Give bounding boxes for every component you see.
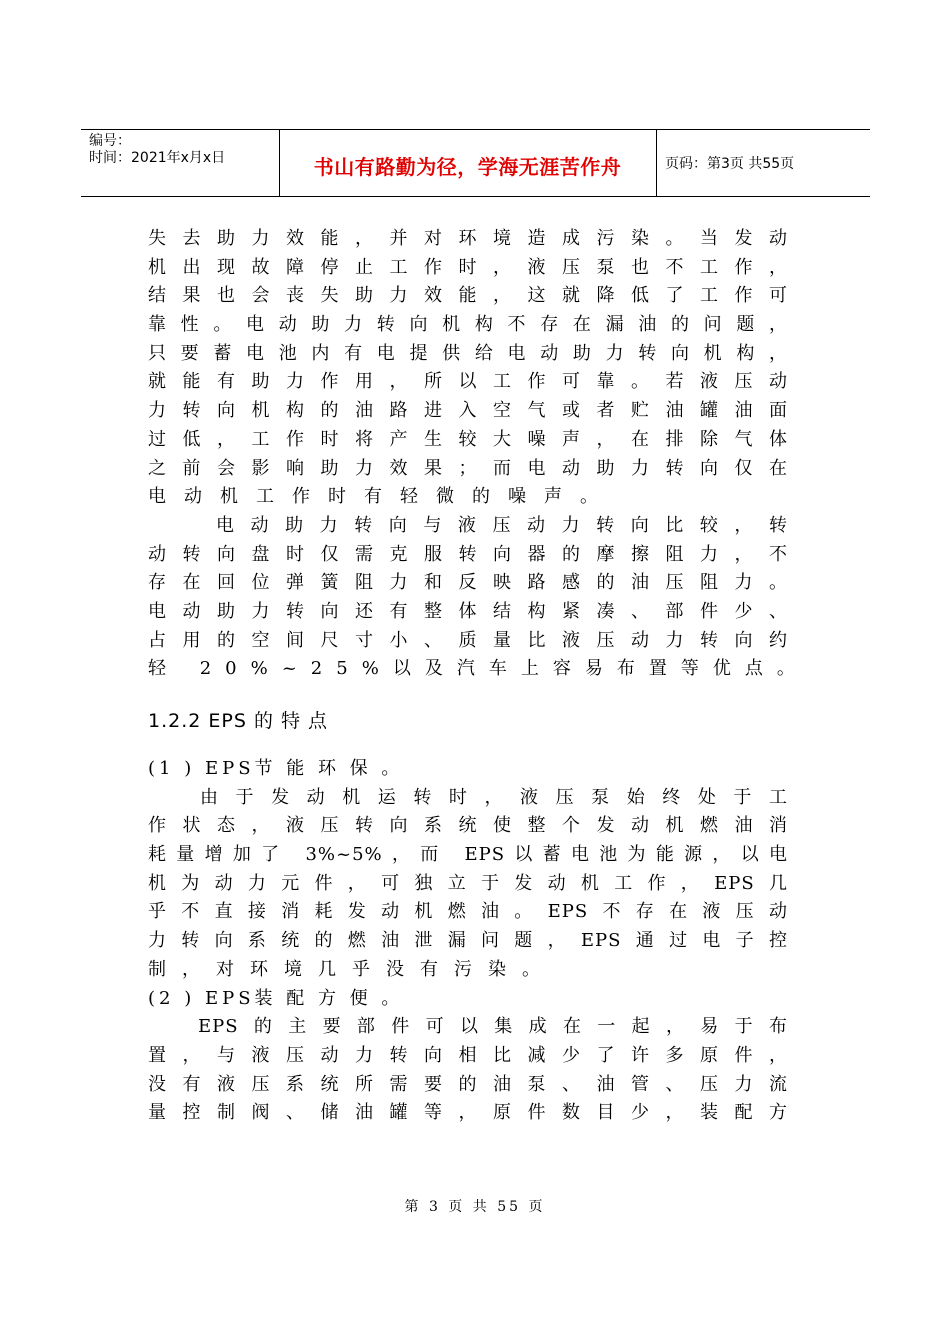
text-line: 由于发动机运转时，液压泵始终处于工	[200, 786, 788, 808]
text-line: 耗量增加了 3%~5%，而 EPS以蓄电池为能源，以电	[148, 844, 788, 866]
text-line: 失去助力效能，并对环境造成污染。当发动	[148, 228, 788, 249]
text-line: 电动助力转向还有整体结构紧凑、部件少、	[148, 600, 788, 622]
header-meta	[89, 133, 225, 167]
text-line: 过低，工作时将产生较大噪声，在排除气体	[148, 428, 788, 450]
text-line: 动转向盘时仅需克服转向器的摩擦阻力，不	[148, 543, 788, 565]
text-line: 机为动力元件，可独立于发动机工作，EPS几	[148, 872, 788, 894]
text-line: 机出现故障停止工作时，液压泵也不工作，	[148, 256, 788, 278]
header-motto: 书山有路勤为径，学海无涯苦作舟	[313, 155, 622, 179]
text-line: 就能有助力作用，所以工作可靠。若液压动	[148, 371, 788, 393]
text-line: 之前会影响助力效果；而电动助力转向仅在	[148, 457, 788, 479]
section-heading: 1.2.2 EPS 的 特 点	[148, 710, 329, 732]
text-line: 制，对环境几乎没有污染。	[148, 958, 556, 980]
text-line: 作状态，液压转向系统使整个发动机燃油消	[148, 815, 788, 837]
text-line: 置，与液压动力转向相比减少了许多原件，	[148, 1044, 788, 1066]
text-line: 电动机工作时有轻微的噪声。	[148, 486, 616, 508]
text-line: 乎不直接消耗发动机燃油。EPS不存在液压动	[148, 901, 788, 923]
text-line: 电动助力转向与液压动力转向比较，转	[216, 514, 788, 536]
header-top-rule	[81, 129, 870, 130]
item-2-title: (2 ) EPS装 配 方 便 。	[148, 987, 404, 1009]
header-bottom-rule	[81, 196, 870, 197]
text-line: 力转向机构的油路进入空气或者贮油罐油面	[148, 400, 788, 422]
document-number-label: 编号：	[89, 133, 131, 149]
text-line: 存在回位弹簧阻力和反映路感的油压阻力。	[148, 572, 788, 594]
page-footer: 第 3 页 共 55 页	[404, 1199, 546, 1215]
text-line: 轻 20%~25%以及汽车上容易布置等优点。	[148, 658, 809, 680]
text-line: EPS的主要部件可以集成在一起，易于布	[198, 1016, 788, 1038]
item-1-title: (1 ) EPS节 能 环 保 。	[148, 758, 404, 779]
header-divider	[656, 129, 657, 197]
text-line: 没有液压系统所需要的油泵、油管、压力流	[148, 1073, 788, 1095]
text-line: 结果也会丧失助力效能，这就降低了工作可	[148, 285, 788, 307]
paragraph-1	[148, 225, 809, 684]
text-line: 只要蓄电池内有电提供给电动助力转向机构，	[148, 342, 788, 364]
text-line: 占用的空间尺寸小、质量比液压动力转向约	[148, 629, 788, 651]
header-page-info: 页码：第3页 共55页	[665, 156, 795, 172]
page-header	[81, 129, 870, 197]
document-date: 时间：2021年x月x日	[89, 150, 226, 166]
section-body	[148, 755, 788, 1128]
text-line: 力转向系统的燃油泄漏问题，EPS通过电子控	[148, 930, 788, 952]
text-line: 量控制阀、储油罐等，原件数目少，装配方	[148, 1102, 788, 1124]
text-line: 靠性。电动助力转向机构不存在漏油的问题，	[148, 314, 788, 336]
